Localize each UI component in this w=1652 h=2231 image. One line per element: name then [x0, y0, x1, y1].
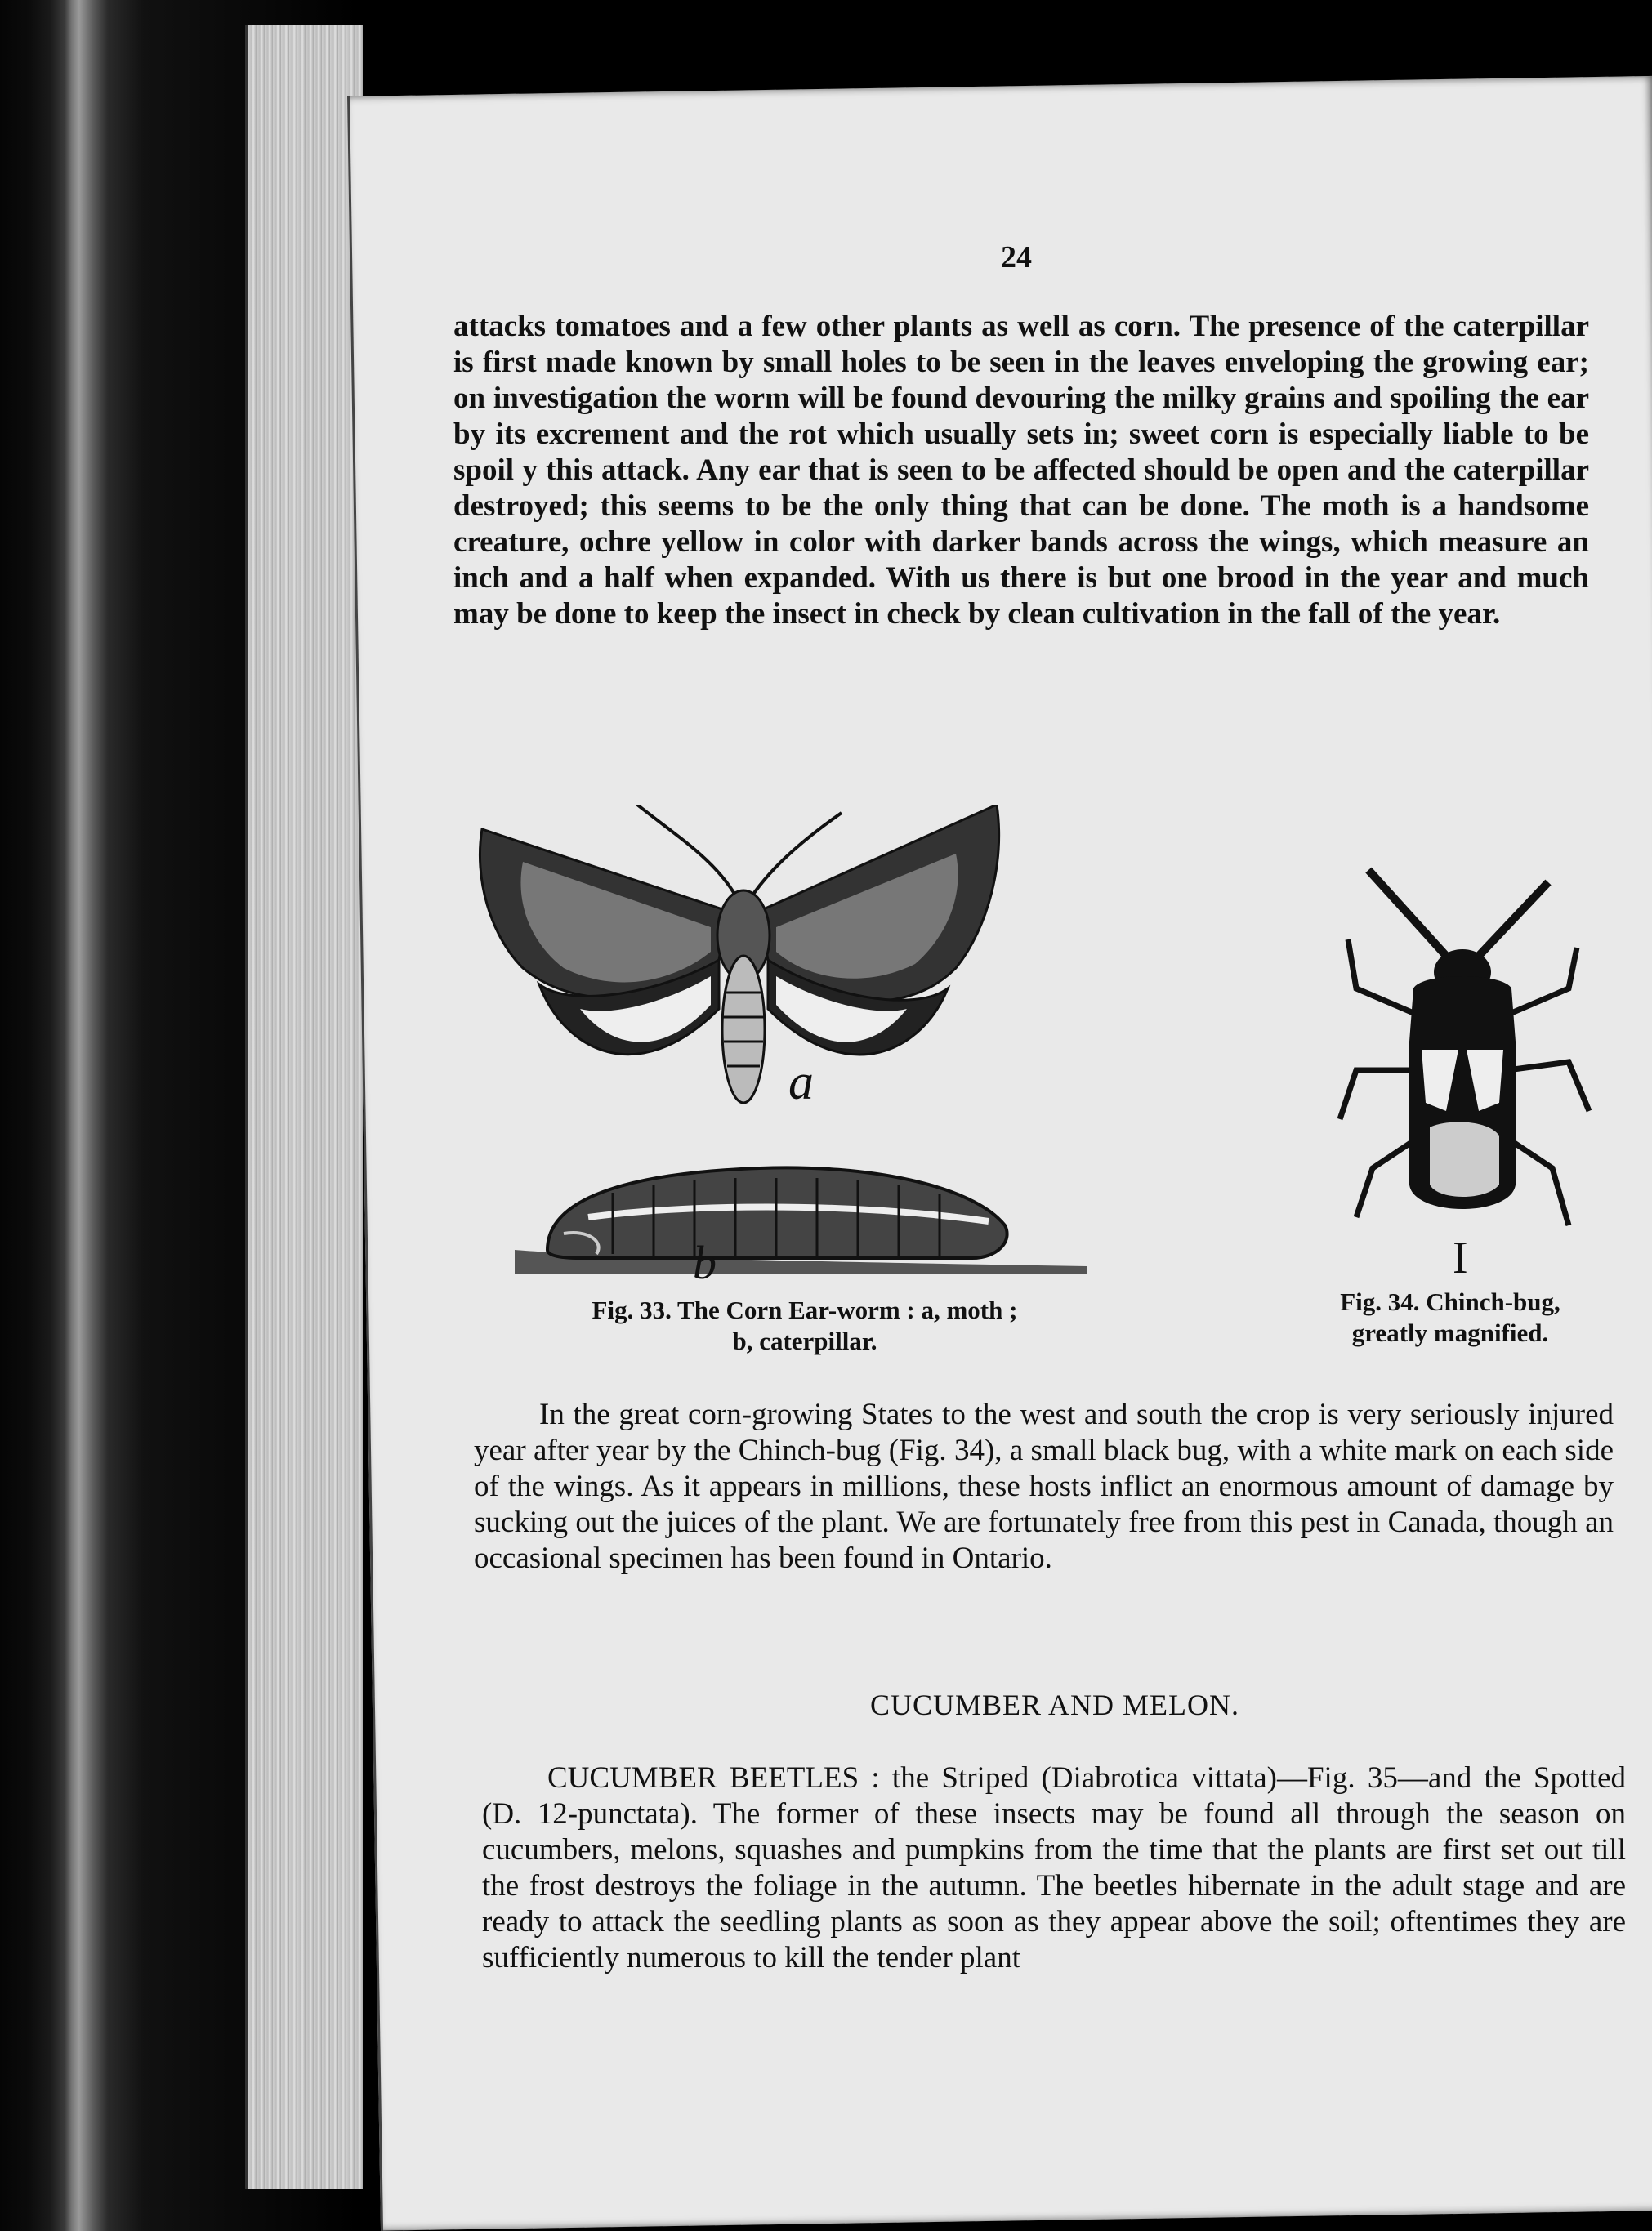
caterpillar-illustration [515, 1160, 1087, 1274]
chinch-bug-illustration [1324, 866, 1601, 1242]
paragraph-chinch-bug: In the great corn-growing States to the west and south the crop is very seriously injured year after year by the Chinch-bug (Fig. 34), a small black bug, with a white mark on each side of the wings. As it appears in millions, these hosts inflict an enormous amount of damage by sucking out the juices of the plant. We are fortunately free from this pest in Canada, though an occasional specimen has been found in Ontario. [474, 1398, 1614, 1575]
figure33-caption-line2: b, caterpillar. [732, 1327, 877, 1355]
paragraph-cucumber-beetles: CUCUMBER BEETLES : the Striped (Diabrotica vittata)—Fig. 35—and the Spotted (D. 12-punctata). The former of these insects may be found all through the season on cucumbers, melons, squashes and pumpkins from the time that the plants are first set out till the frost destroys the foliage in the autumn. The beetles hibernate in the adult stage and are ready to attack the seedling plants as soon as they appear above the soil; oftentimes they are sufficiently numerous to kill the tender plant [482, 1761, 1626, 1974]
page-edges [245, 25, 363, 2189]
figure33-caption [519, 1295, 1091, 1357]
section-heading: CUCUMBER AND MELON. [870, 1689, 1240, 1721]
figure34-caption-line2: greatly magnified. [1351, 1319, 1549, 1347]
figure34-scale-mark: I [1453, 1233, 1468, 1283]
figure33-caption-line1: Fig. 33. The Corn Ear-worm : a, moth ; [592, 1296, 1018, 1324]
moth-illustration [474, 805, 1005, 1115]
page-number: 24 [1001, 240, 1032, 274]
figure33-label-a: a [788, 1055, 814, 1110]
paragraph-corn-ear-worm: attacks tomatoes and a few other plants as well as corn. The presence of the caterpillar is first made known by small holes to be seen in the leaves enveloping the growing ear; on investigation the worm will be found devouring the milky grains and spoiling the ear by its excrement and the rot which usually sets in; sweet corn is especially liable to be spoil y this attack. Any ear that is seen to be affected should be open and the caterpillar destroyed; this seems to be the only thing that can be done. The moth is a handsome creature, ochre yellow in color with darker bands across the wings, which measure an inch and a half when expanded. With us there is but one brood in the year and much may be done to keep the insect in check by clean cultivation in the fall of the year. [453, 310, 1589, 631]
figure33-label-b: b [693, 1236, 717, 1289]
figure34-caption-line1: Fig. 34. Chinch-bug, [1340, 1287, 1560, 1316]
figure34-caption [1275, 1287, 1626, 1349]
